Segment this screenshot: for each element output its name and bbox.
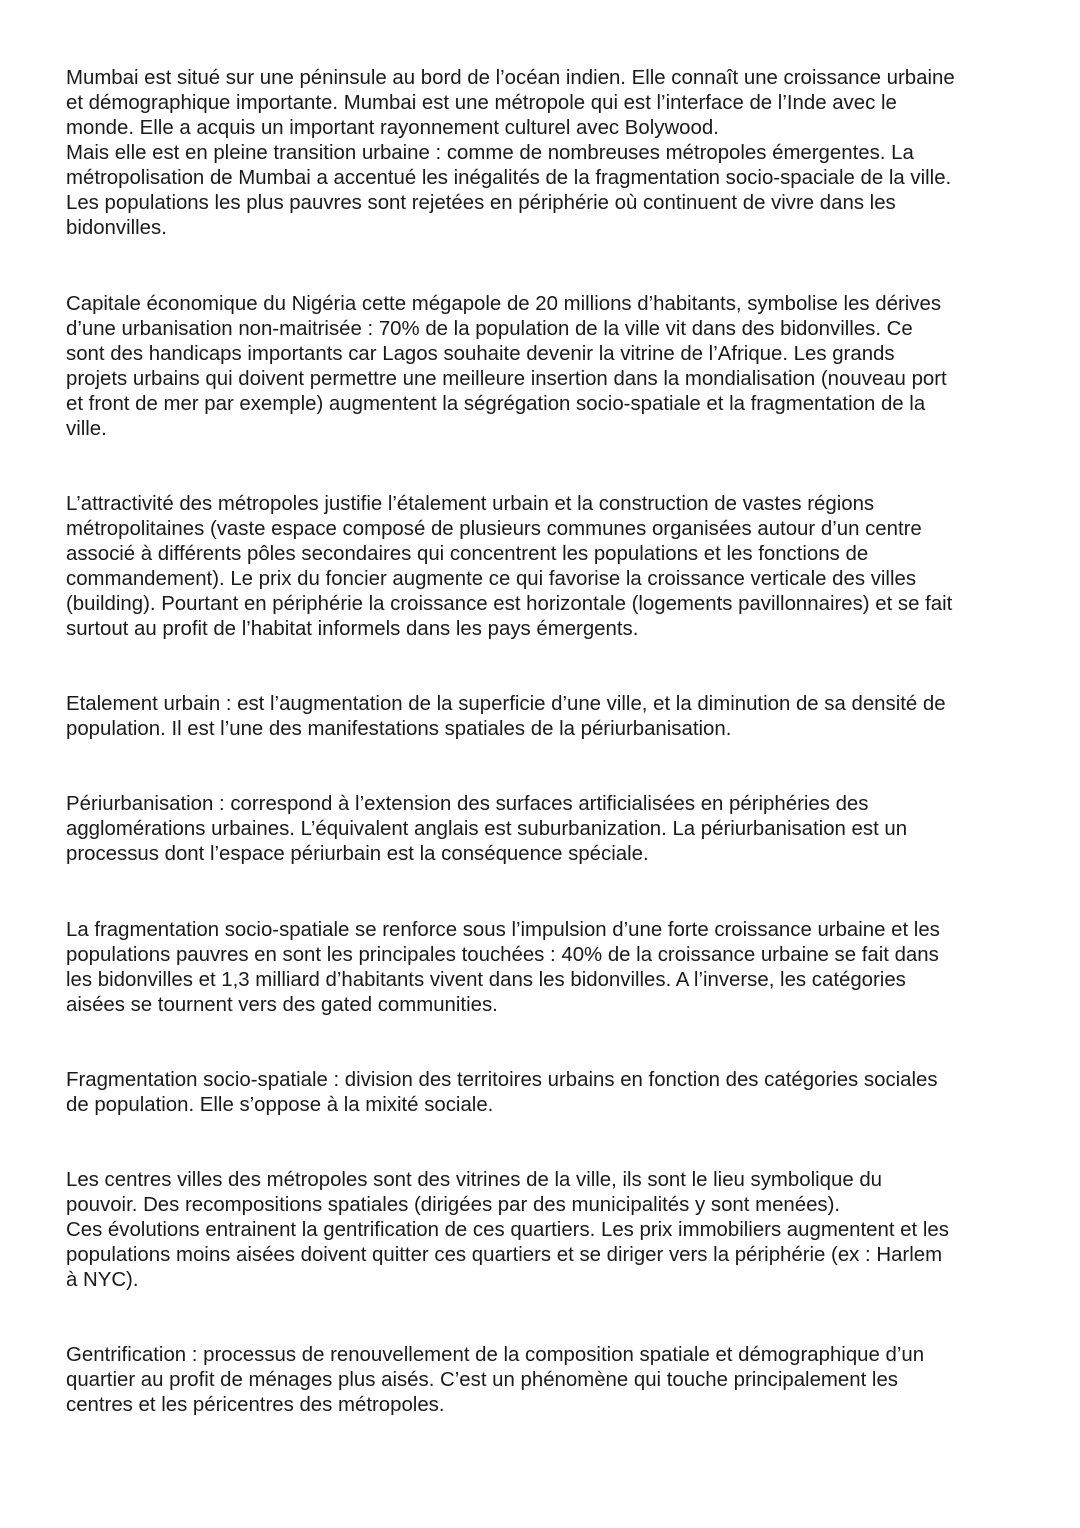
text-line: à NYC). [66, 1269, 139, 1291]
text-line: Mais elle est en pleine transition urbaine : comme de nombreuses métropoles émergentes. La [66, 142, 914, 164]
paragraph-fragmentation [66, 918, 1026, 1018]
text-line: Capitale économique du Nigéria cette mégapole de 20 millions d’habitants, symbolise les dérives [66, 293, 942, 315]
text-line: de population. Elle s’oppose à la mixité sociale. [66, 1094, 494, 1116]
text-line: Gentrification : processus de renouvellement de la composition spatiale et démographique d’un [66, 1344, 925, 1366]
text-line: métropolitaines (vaste espace composé de plusieurs communes organisées autour d’un centre [66, 518, 922, 540]
text-line: Périurbanisation : correspond à l’extension des surfaces artificialisées en périphéries des [66, 793, 869, 815]
text-line: sont des handicaps importants car Lagos souhaite devenir la vitrine de l’Afrique. Les grands [66, 343, 895, 365]
text-line: La fragmentation socio-spatiale se renforce sous l’impulsion d’une forte croissance urbaine et les [66, 919, 940, 941]
text-line: centres et les péricentres des métropoles. [66, 1394, 445, 1416]
text-line: L’attractivité des métropoles justifie l’étalement urbain et la construction de vastes régions [66, 493, 875, 515]
text-line: Ces évolutions entrainent la gentrification de ces quartiers. Les prix immobiliers augmentent et les [66, 1219, 949, 1241]
text-line: et front de mer par exemple) augmentent la ségrégation socio-spatiale et la fragmentation de la [66, 393, 926, 415]
text-line: agglomérations urbaines. L’équivalent anglais est suburbanization. La périurbanisation est un [66, 818, 908, 840]
paragraph-fragmentation-definition [66, 1068, 1026, 1118]
paragraph-attractivite [66, 492, 1026, 642]
paragraph-lagos [66, 292, 1026, 442]
paragraph-gentrification [66, 1343, 1026, 1418]
text-line: Mumbai est situé sur une péninsule au bord de l’océan indien. Elle connaît une croissance urbaine [66, 67, 955, 89]
text-line: d’une urbanisation non-maitrisée : 70% de la population de la ville vit dans des bidonvilles. Ce [66, 318, 913, 340]
paragraph-periurbanisation [66, 792, 1026, 867]
text-line: les bidonvilles et 1,3 milliard d’habitants vivent dans les bidonvilles. A l’inverse, les catégories [66, 969, 906, 991]
paragraph-etalement-urbain [66, 692, 1026, 742]
paragraph-centres-villes [66, 1168, 1026, 1293]
text-line: commandement). Le prix du foncier augmente ce qui favorise la croissance verticale des villes [66, 568, 917, 590]
text-line: aisées se tournent vers des gated communities. [66, 994, 498, 1016]
text-line: populations pauvres en sont les principales touchées : 40% de la croissance urbaine se fait dans [66, 944, 939, 966]
text-line: Les populations les plus pauvres sont rejetées en périphérie où continuent de vivre dans les [66, 192, 896, 214]
text-line: quartier au profit de ménages plus aisés. C’est un phénomène qui touche principalement les [66, 1369, 898, 1391]
text-line: processus dont l’espace périurbain est la conséquence spéciale. [66, 843, 649, 865]
text-line: ville. [66, 418, 107, 440]
text-line: population. Il est l’une des manifestations spatiales de la périurbanisation. [66, 718, 732, 740]
text-line: pouvoir. Des recompositions spatiales (dirigées par des municipalités y sont menées). [66, 1194, 841, 1216]
text-line: Etalement urbain : est l’augmentation de la superficie d’une ville, et la diminution de sa densité de [66, 693, 946, 715]
text-line: bidonvilles. [66, 217, 167, 239]
text-line: monde. Elle a acquis un important rayonnement culturel avec Bolywood. [66, 117, 719, 139]
text-line: projets urbains qui doivent permettre une meilleure insertion dans la mondialisation (nouveau port [66, 368, 947, 390]
text-line: surtout au profit de l’habitat informels dans les pays émergents. [66, 618, 639, 640]
text-line: et démographique importante. Mumbai est une métropole qui est l’interface de l’Inde avec le [66, 92, 897, 114]
text-line: métropolisation de Mumbai a accentué les inégalités de la fragmentation socio-spaciale de la ville. [66, 167, 952, 189]
text-line: (building). Pourtant en périphérie la croissance est horizontale (logements pavillonnaires) et se fait [66, 593, 953, 615]
paragraph-mumbai [66, 66, 1026, 241]
text-line: Fragmentation socio-spatiale : division des territoires urbains en fonction des catégories sociales [66, 1069, 938, 1091]
text-line: populations moins aisées doivent quitter ces quartiers et se diriger vers la périphérie (ex : Harlem [66, 1244, 943, 1266]
text-line: Les centres villes des métropoles sont des vitrines de la ville, ils sont le lieu symbolique du [66, 1169, 883, 1191]
text-line: associé à différents pôles secondaires qui concentrent les populations et les fonctions de [66, 543, 869, 565]
